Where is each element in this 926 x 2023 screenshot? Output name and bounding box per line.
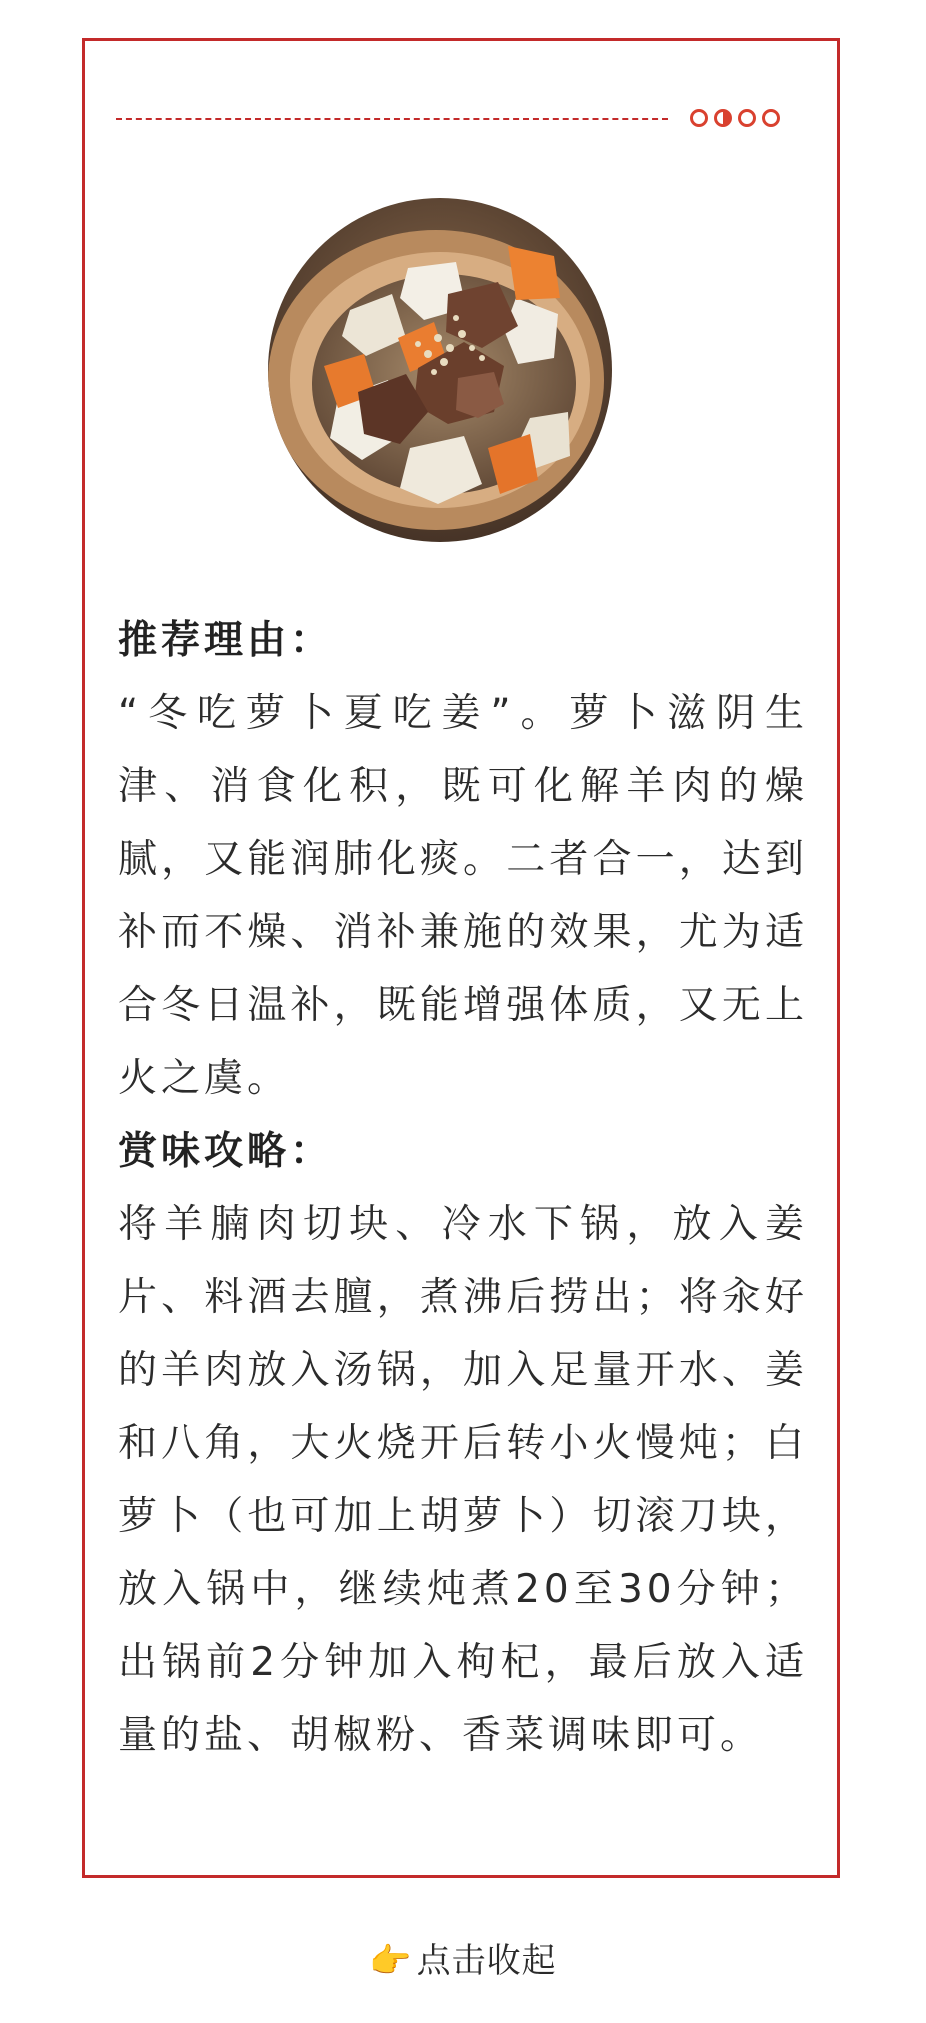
- half-dot-icon: [714, 109, 732, 127]
- pointing-hand-icon: 👉: [369, 1941, 413, 1981]
- article-body: [118, 604, 808, 1772]
- decorative-dots: [690, 106, 780, 130]
- tips-text: 将羊腩肉切块、冷水下锅，放入姜片、料酒去膻，煮沸后捞出；将汆好的羊肉放入汤锅，加入足量开水、姜和八角，大火烧开后转小火慢炖；白萝卜（也可加上胡萝卜）切滚刀块，放入锅中，继续炖煮20至30分钟；出锅前2分钟加入枸杞，最后放入适量的盐、胡椒粉、香菜调味即可。: [118, 1202, 808, 1758]
- dashed-divider: [116, 118, 668, 120]
- soup-photo: [268, 198, 612, 542]
- dot-icon: [690, 109, 708, 127]
- collapse-button[interactable]: [0, 1936, 926, 1986]
- dot-icon: [762, 109, 780, 127]
- dot-icon: [738, 109, 756, 127]
- recommend-heading: 推荐理由：: [118, 618, 334, 663]
- collapse-label: 点击收起: [416, 1941, 557, 1981]
- lamb-radish-soup-image: [268, 198, 612, 542]
- tips-heading: 赏味攻略：: [118, 1129, 334, 1174]
- recommend-text: “冬吃萝卜夏吃姜”。萝卜滋阴生津、消食化积，既可化解羊肉的燥腻，又能润肺化痰。二者合一，达到补而不燥、消补兼施的效果，尤为适合冬日温补，既能增强体质，又无上火之虞。: [118, 691, 808, 1101]
